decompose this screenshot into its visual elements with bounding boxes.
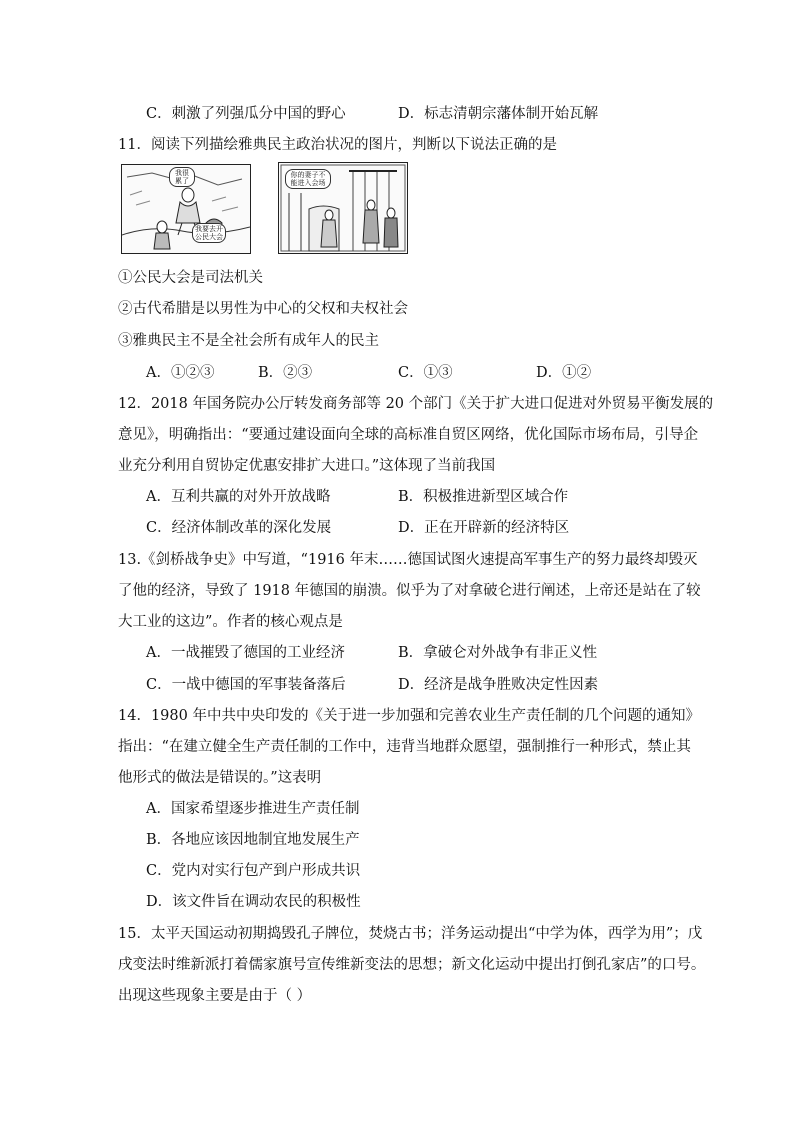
q11-statement-3: ③雅典民主不是全社会所有成年人的民主 <box>118 333 379 349</box>
q10-option-c: C．刺激了列强瓜分中国的野心 <box>146 106 346 122</box>
q15-line-2: 戌变法时维新派打着儒家旗号宣传维新变法的思想；新文化运动中提出打倒孔家店”的口号。 <box>118 957 706 973</box>
q15-line-3: 出现这些现象主要是由于（ ） <box>118 988 312 1004</box>
q14-option-d: D．该文件旨在调动农民的积极性 <box>146 894 361 910</box>
q11-option-d: D．①② <box>536 365 592 381</box>
q11-statement-1: ①公民大会是司法机关 <box>118 270 263 286</box>
cartoon2-caption: 你的妻子不能进入会场 <box>285 169 331 189</box>
q11-option-c: C．①③ <box>398 365 453 381</box>
q12-option-d: D．正在开辟新的经济特区 <box>398 520 570 536</box>
cartoon1-caption-bottom: 我要去开公民大会 <box>192 223 226 243</box>
q13-option-a: A．一战摧毁了德国的工业经济 <box>146 645 345 661</box>
q12-option-b: B．积极推进新型区域合作 <box>398 489 569 505</box>
q14-option-b: B．各地应该因地制宜地发展生产 <box>146 832 360 848</box>
q13-line-1: 13.《剑桥战争史》中写道，“1916 年末……德国试图火速提高军事生产的努力最终却毁灭 <box>118 552 698 568</box>
q13-option-c: C．一战中德国的军事装备落后 <box>146 677 346 693</box>
q13-line-3: 大工业的这边”。作者的核心观点是 <box>118 614 343 630</box>
q10-option-d: D．标志清朝宗藩体制开始瓦解 <box>398 106 599 122</box>
q12-line-1: 12．2018 年国务院办公厅转发商务部等 20 个部门《关于扩大进口促进对外贸易平衡发展的 <box>118 396 714 412</box>
q13-option-b: B．拿破仑对外战争有非正义性 <box>398 645 598 661</box>
cartoon-citizen-to-assembly <box>121 164 251 254</box>
q13-option-d: D．经济是战争胜败决定性因素 <box>398 677 599 693</box>
cartoon-wife-excluded <box>278 162 408 254</box>
q14-line-2: 指出：“在建立健全生产责任制的工作中，违背当地群众愿望，强制推行一种形式，禁止其 <box>118 739 691 755</box>
q14-line-3: 他形式的做法是错误的。”这表明 <box>118 770 322 786</box>
cartoon1-caption-top: 我很累了 <box>169 167 195 187</box>
q11-option-b: B．②③ <box>258 365 313 381</box>
q14-option-c: C．党内对实行包产到户形成共识 <box>146 863 361 879</box>
q11-option-a: A．①②③ <box>146 365 215 381</box>
q12-option-c: C．经济体制改革的深化发展 <box>146 520 332 536</box>
q15-line-1: 15．太平天国运动初期捣毁孔子牌位，焚烧古书；洋务运动提出“中学为体，西学为用”；戊 <box>118 926 703 942</box>
q12-line-3: 业充分利用自贸协定优惠安排扩大进口。”这体现了当前我国 <box>118 458 496 474</box>
q13-line-2: 了他的经济，导致了 1918 年德国的崩溃。似乎为了对拿破仑进行阐述，上帝还是站在了较 <box>118 583 701 599</box>
q14-option-a: A．国家希望逐步推进生产责任制 <box>146 801 360 817</box>
q12-option-a: A．互利共赢的对外开放战略 <box>146 489 331 505</box>
q12-line-2: 意见》，明确指出：“要通过建设面向全球的高标准自贸区网络，优化国际市场布局，引导企 <box>118 427 699 443</box>
q11-statement-2: ②古代希腊是以男性为中心的父权和夫权社会 <box>118 301 408 317</box>
q11-stem: 11．阅读下列描绘雅典民主政治状况的图片，判断以下说法正确的是 <box>118 137 557 153</box>
q14-line-1: 14．1980 年中共中央印发的《关于进一步加强和完善农业生产责任制的几个问题的通知》 <box>118 708 700 724</box>
